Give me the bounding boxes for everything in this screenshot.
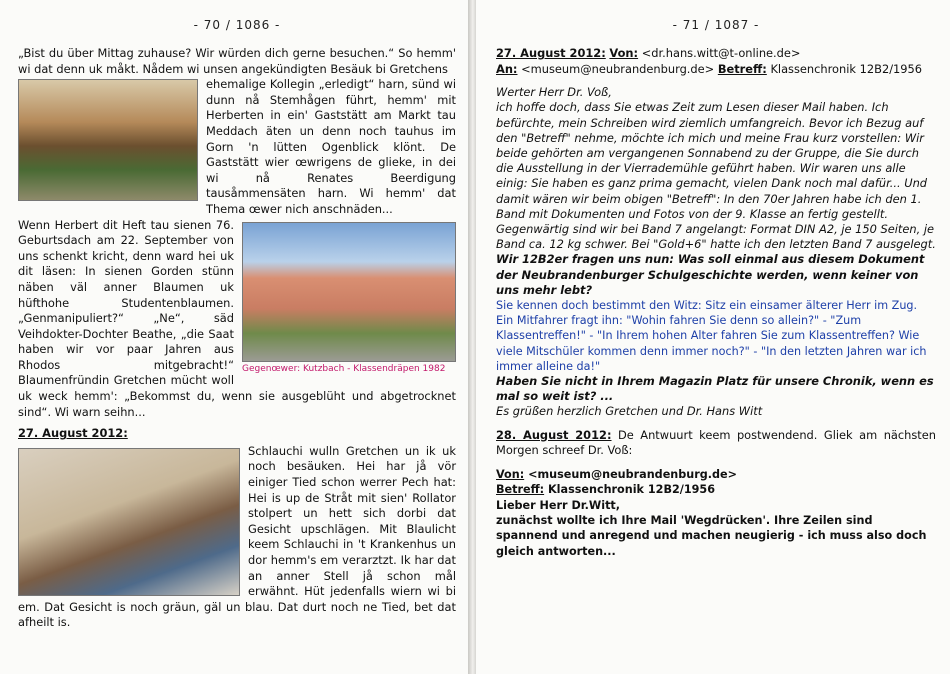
email-header-line-2 bbox=[496, 62, 936, 78]
letter-question-magazin: Haben Sie nicht in Ihrem Magazin Platz für unsere Chronik, wenn es mal so weit ist? ... bbox=[496, 374, 934, 404]
paragraph-visit-intro: „Bist du über Mittag zuhause? Wir würden dich gerne besuchen.“ So hemm' wi dat denn uk måkt. Nådem wi unsen angekündigten Besäuk bi Gretchens bbox=[18, 46, 456, 76]
reply-subject-label: Betreff: bbox=[496, 483, 545, 497]
reply-from-label: Von: bbox=[496, 467, 525, 481]
letter-question-chronik: Wir 12B2er fragen uns nun: Was soll einmal aus diesem Dokument der Neubrandenburger Schulgeschichte werden, wenn keiner von uns mehr lebt? bbox=[496, 252, 925, 297]
paragraph-gaststaett: ehemalige Kollegin „erledigt“ harn, sünd wi dunn nå Stemhågen führt, hemm' mit Herberten in ein' Gaststätt am Markt tau Meddach äten un denn noch tauhus im Gorn 'n lütten Ogenblick klönt. De Gaststätt wier œwrigens de glieke, in dei wi nå Renates Beerdigung tausåmmensäten harn. Wi hemm' dat Thema œwer nich anschnäden... bbox=[206, 77, 456, 216]
reply-subject: Klassenchronik 12B2/1956 bbox=[548, 483, 715, 497]
page-number-right: - 71 / 1087 - bbox=[672, 18, 760, 32]
email-subject-label: Betreff: bbox=[717, 61, 767, 76]
email-subject: Klassenchronik 12B2/1956 bbox=[770, 61, 923, 76]
photo-kutzbach bbox=[242, 222, 456, 362]
email-from-label: Von: bbox=[609, 46, 639, 60]
reply-salutation: Lieber Herr Dr.Witt, bbox=[496, 498, 621, 512]
letter-body: ich hoffe doch, dass Sie etwas Zeit zum Lesen dieser Mail haben. Ich befürchte, mein Schreiben wird ziemlich umfangreich. Bevor ich Bezug auf den "Betreff" nehme, möchte ich mich und meine Frau kurz vorstellen: Wir beide gehörten am vergangenen Sonnabend zu der Gruppe, die Sie durch die Ausstellung in der Vierrademühle geführt haben. Wir waren uns alle einig: Sie haben es ganz prima gemacht, vielen Dank noch mal dafür... Und damit wären wir beim obigen "Betreff": In den 70er Jahren habe ich den 1. Band mit Dokumenten und Fotos von der 9. Klasse an fertig gestellt. Gegenwärtig sind wir bei Band 7 angelangt: Format DIN A2, je 150 Seiten, je Band ca. 12 kg schwer. Bei "Gold+6" hatte ich den letzten Band 7 ausgelegt. bbox=[496, 100, 936, 252]
photo-gaststaett bbox=[18, 79, 198, 201]
email-header-line-1 bbox=[496, 46, 936, 62]
left-page bbox=[0, 0, 468, 674]
reply-subject-line bbox=[496, 482, 936, 497]
email-date: 27. August 2012: bbox=[496, 46, 606, 60]
reply-from: <museum@neubrandenburg.de> bbox=[528, 467, 737, 481]
reply-from-line bbox=[496, 467, 936, 482]
date-heading-27-august: 27. August 2012: bbox=[18, 426, 128, 441]
email-from: <dr.hans.witt@t-online.de> bbox=[641, 46, 801, 60]
right-page bbox=[476, 0, 950, 674]
reply-body: zunächst wollte ich Ihre Mail 'Wegdrücken'. Ihre Zeilen sind spannend und anregend und machen neugierig - ich muss also doch gleich antworten... bbox=[496, 514, 927, 558]
reply-intro: De Antwuurt keem postwendend. Gliek am nächsten Morgen schreef Dr. Voß: bbox=[496, 427, 936, 458]
email-to: <museum@neubrandenburg.de> bbox=[521, 61, 715, 76]
photo-caption-kutzbach: Gegenœwer: Kutzbach - Klassendräpen 1982 bbox=[242, 363, 446, 374]
letter-closing: Es grüßen herzlich Gretchen und Dr. Hans Witt bbox=[496, 404, 763, 419]
page-number-left: - 70 / 1086 - bbox=[193, 18, 281, 32]
paragraph-schlauchi: Schlauchi wulln Gretchen un ik uk noch besäuken. Hei har jå vör einiger Tied schon werrer Pech hat: Hei is up de Stråt mit sien' Rollator stolpert un hett sich dorbi dat Gesicht upschlägen. Mit Blaulicht keem Schlauchi in 't Krankenhus un dor hemm's em verarztzt. Ik har dat an anner Stell jå schon mål erwähnt. Hüt jedenfalls wiern wi bi em. Dat Gesicht is noch gräun, gäl un blau. Dat durt noch ne Tied, bet dat afheilt is. bbox=[18, 443, 456, 630]
book-gutter bbox=[468, 0, 476, 674]
joke-klassentreffen: Sie kennen doch bestimmt den Witz: Sitz ein einsamer älterer Herr im Zug. Ein Mitfahrer fragt ihn: "Wohin fahren Sie denn so allein?" - "Zum Klassentreffen!" - "In Ihrem hohen Alter fahren Sie zum Klassentreffen? Wie viele Mitschüler kommen denn immer noch?" - "In den letzten Jahren war ich immer alleine da!" bbox=[496, 299, 927, 373]
email-to-label: An: bbox=[496, 61, 518, 76]
photo-schlauchi-visit bbox=[18, 448, 240, 596]
date-heading-28-august: 28. August 2012: bbox=[496, 427, 612, 442]
paragraph-studentenblaumen: Wenn Herbert dit Heft tau sienen 76. Geburtsdach am 22. September von uns schenkt kricht, denn ward hei uk dit läsen: In sienen Gorden stünn näben väl anner Blaumen uk hüfthohe Studentenblaumen. „Genmanipuliert?“ „Ne“, säd Veihdokter-Dochter Beathe, „die Saat haben wir vor paar Jahren aus Rhodos mitgebracht!“ Blaumenfründin Gretchen mücht woll uk weck hemm': „Bekommst du, wenn sie ausgeblüht und abgetrocknet sind“. Wi warn seihn... bbox=[18, 217, 456, 419]
letter-salutation: Werter Herr Dr. Voß, bbox=[496, 85, 612, 100]
